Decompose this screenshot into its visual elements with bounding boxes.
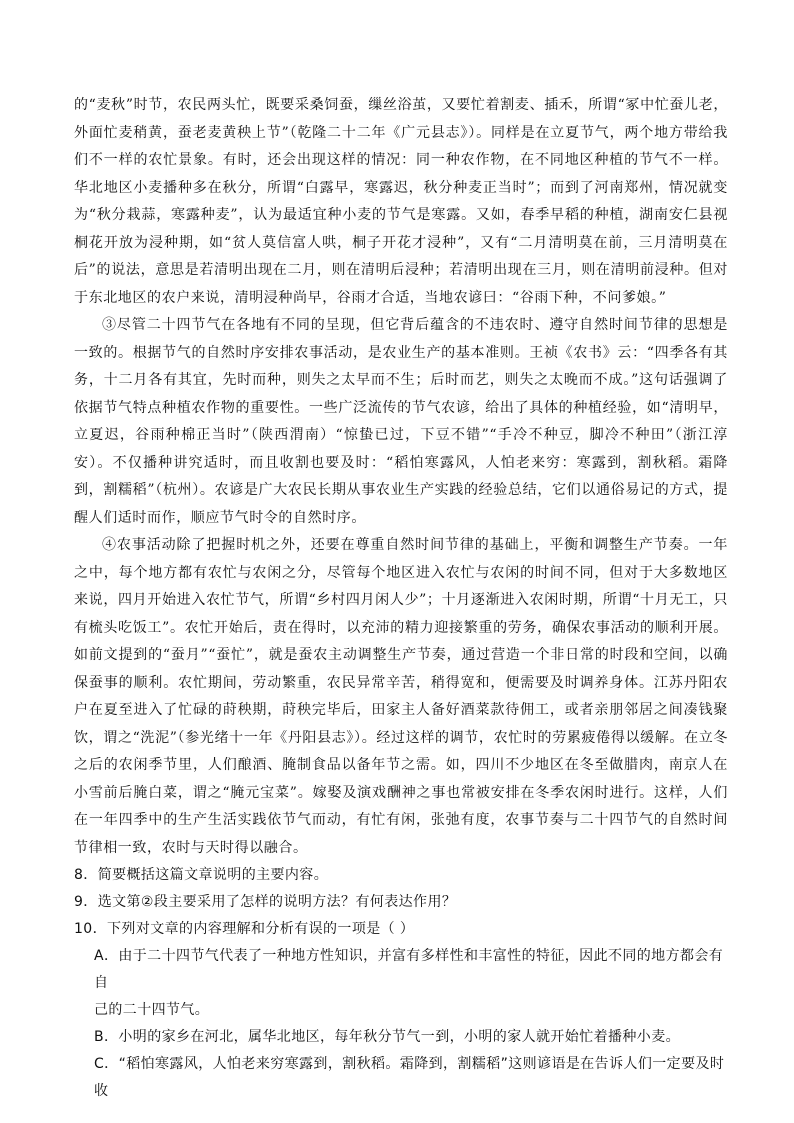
document-content	[74, 92, 728, 1105]
paragraph-4: ④农事活动除了把握时机之外，还要在尊重自然时间节律的基础上，平衡和调整生产节奏。一年之中，每个地方都有农忙与农闲之分，尽管每个地区进入农忙与农闲的时间不同，但对于大多数地区来说，四月开始进入农忙节气，所谓“乡村四月闲人少”；十月逐渐进入农闲时期，所谓“十月无工，只有梳头吃饭工”。农忙开始后，责在得时，以充沛的精力迎接繁重的劳务，确保农事活动的顺利开展。如前文提到的“蚕月”“蚕忙”，就是蚕农主动调整生产节奏，通过营造一个非日常的时段和空间，以确保蚕事的顺利。农忙期间，劳动繁重，农民异常辛苦，稍得宽和，便需要及时调养身体。江苏丹阳农户在夏至进入了忙碌的莳秧期，莳秧完毕后，田家主人备好酒菜款待佣工，或者亲朋邻居之间凑钱聚饮，谓之“洗泥”（参光绪十一年《丹阳县志》）。经过这样的调节，农忙时的劳累疲倦得以缓解。在立冬之后的农闲季节里，人们酿酒、腌制食品以备年节之需。如，四川不少地区在冬至做腊肉，南京人在小雪前后腌白菜，谓之“腌元宝菜”。嫁娶及演戏酬神之事也常被安排在冬季农闲时进行。这样，人们在一年四季中的生产生活实践依节气而动，有忙有闲，张弛有度，农事节奏与二十四节气的自然时间节律相一致，农时与天时得以融合。	[74, 537, 728, 856]
option-b: B．小明的家乡在河北，属华北地区，每年秋分节气一到，小明的家人就开始忙着播种小麦。	[94, 1029, 681, 1045]
question-8: 8．简要概括这篇文章说明的主要内容。	[74, 867, 329, 883]
question-10: 10．下列对文章的内容理解和分析有误的一项是（ ）	[74, 921, 415, 937]
paragraph-3: ③尽管二十四节气在各地有不同的呈现，但它背后蕴含的不违农时、遵守自然时间节律的思想是一致的。根据节气的自然时序安排农事活动，是农业生产的基本准则。王祯《农书》云：“四季各有其务，十二月各有其宜，先时而种，则失之太早而不生；后时而艺，则失之太晚而不成。”这句话强调了依据节气特点种植农作物的重要性。一些广泛流传的节气农谚，给出了具体的种植经验，如“清明早，立夏迟，谷雨种棉正当时”（陕西渭南）“惊蛰已过，下豆不错”“手冷不种豆，脚冷不种田”（浙江淳安）。不仅播种讲究适时，而且收割也要及时：“稻怕寒露风，人怕老来穷：寒露到，割秋稻。霜降到，割糯稻”（杭州）。农谚是广大农民长期从事农业生产实践的经验总结，它们以通俗易记的方式，提醒人们适时而作，顺应节气时令的自然时序。	[74, 317, 728, 526]
questions-section	[74, 862, 728, 1105]
question-9: 9．选文第②段主要采用了怎样的说明方法？有何表达作用？	[74, 894, 457, 910]
paragraph-continuation: 的“麦秋”时节，农民两头忙，既要采桑饲蚕，缫丝浴茧，又要忙着割麦、插禾，所谓“冢中忙蚕儿老，外面忙麦稍黄，蚕老麦黄秧上节”（乾隆二十二年《广元县志》）。同样是在立夏节气，两个地方带给我们不一样的农忙景象。有时，还会出现这样的情况：同一种农作物，在不同地区种植的节气不一样。华北地区小麦播种多在秋分，所谓“白露早，寒露迟，秋分种麦正当时”；而到了河南郑州，情况就变为“秋分栽蒜，寒露种麦”，认为最适宜种小麦的节气是寒露。又如，春季早稻的种植，湖南安仁县视桐花开放为浸种期，如“贫人莫信富人哄，桐子开花才浸种”，又有“二月清明莫在前，三月清明莫在后”的说法，意思是若清明出现在二月，则在清明后浸种；若清明出现在三月，则在清明前浸种。但对于东北地区的农户来说，清明浸种尚早，谷雨才合适，当地农谚曰：“谷雨下种，不问爹娘。”	[74, 97, 728, 306]
option-c: C．“稻怕寒露风，人怕老来穷寒露到，割秋稻。霜降到，割糯稻”这则谚语是在告诉人们一定要及时收	[94, 1056, 725, 1099]
option-a-continued: 己的二十四节气。	[94, 1002, 210, 1018]
option-a: A．由于二十四节气代表了一种地方性知识，并富有多样性和丰富性的特征，因此不同的地方都会有自	[94, 948, 724, 991]
